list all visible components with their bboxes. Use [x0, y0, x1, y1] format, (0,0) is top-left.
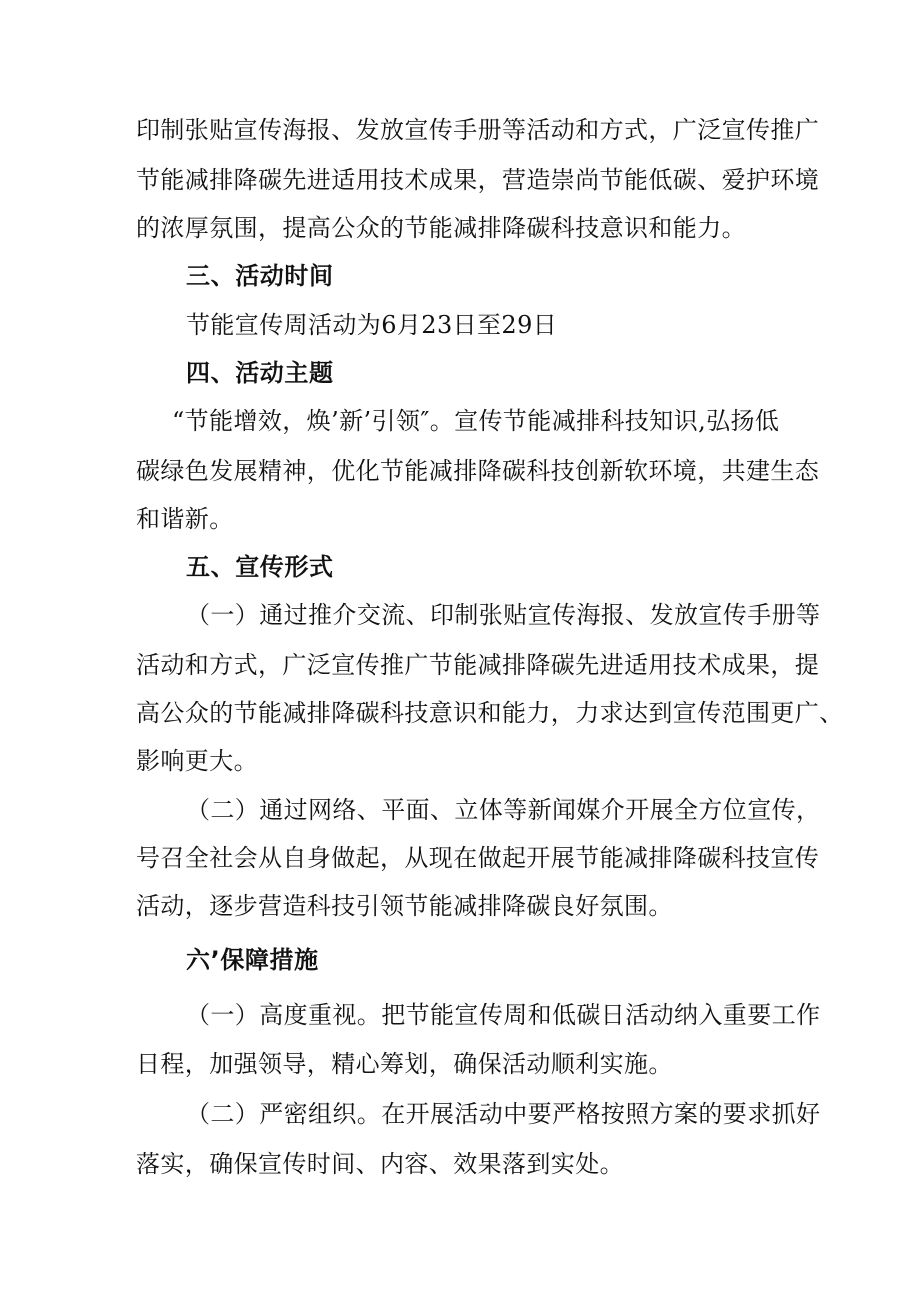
section-5-heading: 五、宣传形式	[186, 553, 334, 581]
intro-line-3: 的浓厚氛围，提高公众的节能减排降碳科技意识和能力。	[136, 214, 746, 242]
section-5-item-1-line-3: 高公众的节能减排降碳科技意识和能力，力求达到宣传范围更广、	[136, 699, 844, 727]
section-6-item-1-line-1: （一）高度重视。把节能宣传周和低碳日活动纳入重要工作	[186, 1001, 821, 1029]
section-4-heading: 四、活动主题	[186, 359, 334, 387]
section-6-item-2-line-1: （二）严密组织。在开展活动中要严格按照方案的要求抓好	[186, 1100, 821, 1128]
section-6-item-2-line-2: 落实，确保宣传时间、内容、效果落到实处。	[136, 1150, 624, 1178]
section-6-heading: 六’保障措施	[186, 946, 319, 974]
intro-line-1: 印制张贴宣传海报、发放宣传手册等活动和方式，广泛宣传推广	[136, 116, 820, 144]
section-5-item-2-line-3: 活动，逐步营造科技引领节能减排降碳良好氛围。	[136, 892, 673, 920]
section-5-item-2-line-2: 号召全社会从自身做起，从现在做起开展节能减排降碳科技宣传	[136, 844, 820, 872]
section-5-item-1-line-4: 影响更大。	[136, 747, 258, 775]
intro-line-2: 节能减排降碳先进适用技术成果，营造崇尚节能低碳、爱护环境	[136, 166, 820, 194]
section-4-line-3: 和谐新。	[136, 505, 234, 533]
section-6-item-1-line-2: 日程，加强领导，精心筹划，确保活动顺利实施。	[136, 1050, 673, 1078]
section-5-item-1-line-2: 活动和方式，广泛宣传推广节能减排降碳先进适用技术成果，提	[136, 651, 820, 679]
section-4-line-1: “节能增效，焕’新’引领″。宣传节能减排科技知识,弘扬低	[172, 407, 780, 435]
section-5-item-1-line-1: （一）通过推介交流、印制张贴宣传海报、发放宣传手册等	[186, 601, 821, 629]
section-3-text: 节能宣传周活动为6月23日至29日	[186, 311, 558, 339]
section-4-line-2: 碳绿色发展精神，优化节能减排降碳科技创新软环境，共建生态	[136, 457, 820, 485]
section-3-heading: 三、活动时间	[186, 262, 334, 290]
section-5-item-2-line-1: （二）通过网络、平面、立体等新闻媒介开展全方位宣传，	[186, 796, 821, 824]
